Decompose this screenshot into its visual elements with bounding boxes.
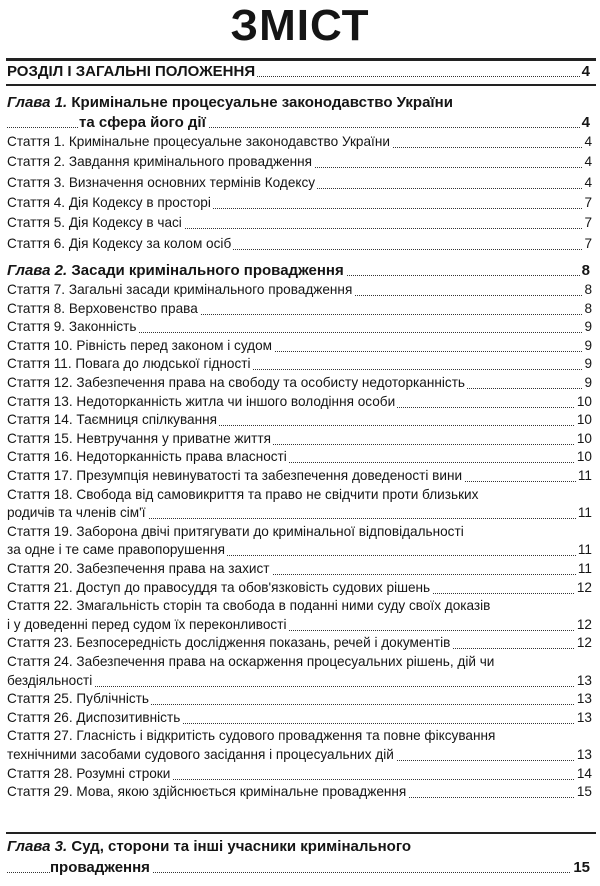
page-number: 13 xyxy=(576,709,592,725)
page-number: 15 xyxy=(573,859,590,876)
article-title-line1: Стаття 24. Забезпечення права на оскарження процесуальних рішень, дій чи xyxy=(7,654,495,669)
article-title: Стаття 3. Визначення основних термінів Кодексу xyxy=(7,174,316,190)
toc-article-entry[interactable] xyxy=(0,356,600,374)
toc-article-entry[interactable] xyxy=(0,175,600,193)
toc-article-entry[interactable] xyxy=(0,412,600,430)
article-title: технічними засобами судового засідання і процесуальних дій xyxy=(7,747,394,762)
chapter1-heading[interactable] xyxy=(7,94,453,111)
chapter-title-line1: Суд, сторони та інші учасники кримінального xyxy=(71,838,412,855)
chapter3-heading[interactable] xyxy=(7,838,411,855)
page-number: 8 xyxy=(584,300,592,316)
page-number: 10 xyxy=(576,412,592,428)
page-number: 7 xyxy=(584,235,592,251)
toc-article-entry[interactable] xyxy=(0,215,600,233)
article-title: Стаття 8. Верховенство права xyxy=(7,300,198,316)
page-number: 11 xyxy=(577,542,592,558)
article-title: за одне і те саме правопорушення xyxy=(7,542,225,558)
chapter-title-line2: та сфера його дії xyxy=(79,114,206,131)
toc-article-entry[interactable] xyxy=(0,431,600,449)
toc-article-entry[interactable] xyxy=(0,301,600,319)
page-number: 14 xyxy=(576,765,592,781)
toc-article-entry[interactable] xyxy=(0,766,600,784)
toc-article-entry[interactable] xyxy=(0,635,600,653)
page-number: 9 xyxy=(584,356,592,372)
title-divider xyxy=(6,58,596,61)
toc-article-entry[interactable] xyxy=(0,236,600,254)
toc-article-entry[interactable] xyxy=(0,394,600,412)
chapter-title-line1: Кримінальне процесуальне законодавство України xyxy=(71,94,453,111)
chapter-title-text: Засади кримінального провадження xyxy=(71,262,344,279)
article-title: бездіяльності xyxy=(7,672,93,688)
page-number: 12 xyxy=(576,579,592,595)
toc-article-entry[interactable] xyxy=(0,375,600,393)
article-title: Стаття 17. Презумпція невинуватості та забезпечення доведеності вини xyxy=(7,468,463,483)
page-number: 11 xyxy=(577,505,592,521)
page-number: 12 xyxy=(576,616,592,632)
toc-article-entry[interactable] xyxy=(0,154,600,172)
page-number: 8 xyxy=(584,282,592,297)
page-number: 11 xyxy=(577,561,592,576)
article-title: і у доведенні перед судом їх переконливості xyxy=(7,616,287,632)
article-title: Стаття 25. Публічність xyxy=(7,691,149,707)
page-number: 11 xyxy=(577,468,592,483)
article-title: Стаття 13. Недоторканність житла чи іншого володіння особи xyxy=(7,393,396,409)
page-number: 15 xyxy=(576,784,592,800)
page-number: 10 xyxy=(576,393,592,409)
toc-article-entry[interactable] xyxy=(0,691,600,709)
page-number: 4 xyxy=(581,63,590,80)
page-number: 10 xyxy=(576,449,592,465)
toc-article-entry[interactable] xyxy=(0,747,600,765)
article-title: Стаття 4. Дія Кодексу в просторі xyxy=(7,194,211,210)
toc-section-entry[interactable] xyxy=(0,62,600,82)
toc-article-entry[interactable] xyxy=(0,134,600,152)
article-title: Стаття 23. Безпосередність дослідження показань, речей і документів xyxy=(7,635,451,651)
toc-article-entry[interactable] xyxy=(0,282,600,300)
article-title: Стаття 16. Недоторканність права власності xyxy=(7,449,287,465)
page-number: 4 xyxy=(584,154,592,170)
page-number: 4 xyxy=(584,174,592,190)
article-title: Стаття 12. Забезпечення права на свободу та особисту недоторканність xyxy=(7,375,465,390)
page-number: 8 xyxy=(581,262,590,279)
toc-article-entry[interactable] xyxy=(0,561,600,579)
article-title: Стаття 20. Забезпечення права на захист xyxy=(7,561,270,576)
article-title: Стаття 21. Доступ до правосуддя та обов'язковість судових рішень xyxy=(7,579,431,595)
article-title: Стаття 14. Таємниця спілкування xyxy=(7,412,217,428)
page-number: 13 xyxy=(576,691,592,707)
chapter-label: Глава 2. xyxy=(7,262,68,279)
toc-article-entry[interactable] xyxy=(0,784,600,802)
page-number: 12 xyxy=(576,635,592,651)
page-number: 9 xyxy=(584,375,592,390)
article-title: Стаття 7. Загальні засади кримінального провадження xyxy=(7,282,353,297)
toc-article-entry[interactable] xyxy=(0,673,600,691)
page-number: 9 xyxy=(584,337,592,353)
article-title: Стаття 26. Диспозитивність xyxy=(7,709,181,725)
chapter1-heading-line2[interactable] xyxy=(0,113,600,133)
section-divider xyxy=(6,84,596,86)
toc-article-entry[interactable] xyxy=(0,195,600,213)
chapter-label: Глава 3. xyxy=(7,838,68,855)
page-number: 10 xyxy=(576,430,592,446)
article-title: Стаття 1. Кримінальне процесуальне законодавство України xyxy=(7,134,390,149)
chapter3-divider xyxy=(6,832,596,834)
page-number: 13 xyxy=(576,672,592,688)
article-title: родичів та членів сім'ї xyxy=(7,505,146,521)
toc-article-entry[interactable] xyxy=(0,449,600,467)
page-title: ЗМІСТ xyxy=(230,1,370,50)
article-title-line1: Стаття 18. Свобода від самовикриття та право не свідчити проти близьких xyxy=(7,486,479,502)
article-title: Стаття 10. Рівність перед законом і судом xyxy=(7,337,273,353)
article-title-line1: Стаття 27. Гласність і відкритість судового провадження та повне фіксування xyxy=(7,728,496,744)
article-title: Стаття 15. Невтручання у приватне життя xyxy=(7,430,271,446)
section-title: РОЗДІЛ І ЗАГАЛЬНІ ПОЛОЖЕННЯ xyxy=(7,63,256,80)
toc-article-entry[interactable] xyxy=(0,468,600,486)
page-number: 4 xyxy=(581,114,590,131)
page-number: 13 xyxy=(576,747,592,762)
article-title: Стаття 29. Мова, якою здійснюється кримінальне провадження xyxy=(7,784,407,800)
article-title: Стаття 28. Розумні строки xyxy=(7,765,171,781)
toc-article-entry[interactable] xyxy=(0,319,600,337)
article-title: Стаття 5. Дія Кодексу в часі xyxy=(7,215,182,231)
toc-article-entry[interactable] xyxy=(0,338,600,356)
chapter-title xyxy=(7,262,346,279)
article-title: Стаття 2. Завдання кримінального провадження xyxy=(7,154,313,170)
chapter2-heading[interactable] xyxy=(0,261,600,281)
article-title: Стаття 6. Дія Кодексу за колом осіб xyxy=(7,235,232,251)
chapter-title-line2: провадження xyxy=(50,859,150,876)
page-number: 7 xyxy=(584,194,592,210)
article-title-line1: Стаття 22. Змагальність сторін та свобода в поданні ними суду своїх доказів xyxy=(7,598,491,614)
toc-article-entry[interactable] xyxy=(0,710,600,728)
toc-article-entry[interactable] xyxy=(0,617,600,635)
toc-article-entry[interactable] xyxy=(0,542,600,560)
chapter-label: Глава 1. xyxy=(7,94,68,111)
article-title: Стаття 11. Повага до людської гідності xyxy=(7,356,251,372)
article-title-line1: Стаття 19. Заборона двічі притягувати до кримінальної відповідальності xyxy=(7,523,464,539)
article-title: Стаття 9. Законність xyxy=(7,319,137,335)
page-number: 9 xyxy=(584,319,592,335)
chapter3-heading-line2[interactable] xyxy=(0,858,600,878)
toc-article-entry[interactable] xyxy=(0,580,600,598)
page-number: 4 xyxy=(584,134,592,149)
page-number: 7 xyxy=(584,215,592,231)
toc-article-entry[interactable] xyxy=(0,505,600,523)
